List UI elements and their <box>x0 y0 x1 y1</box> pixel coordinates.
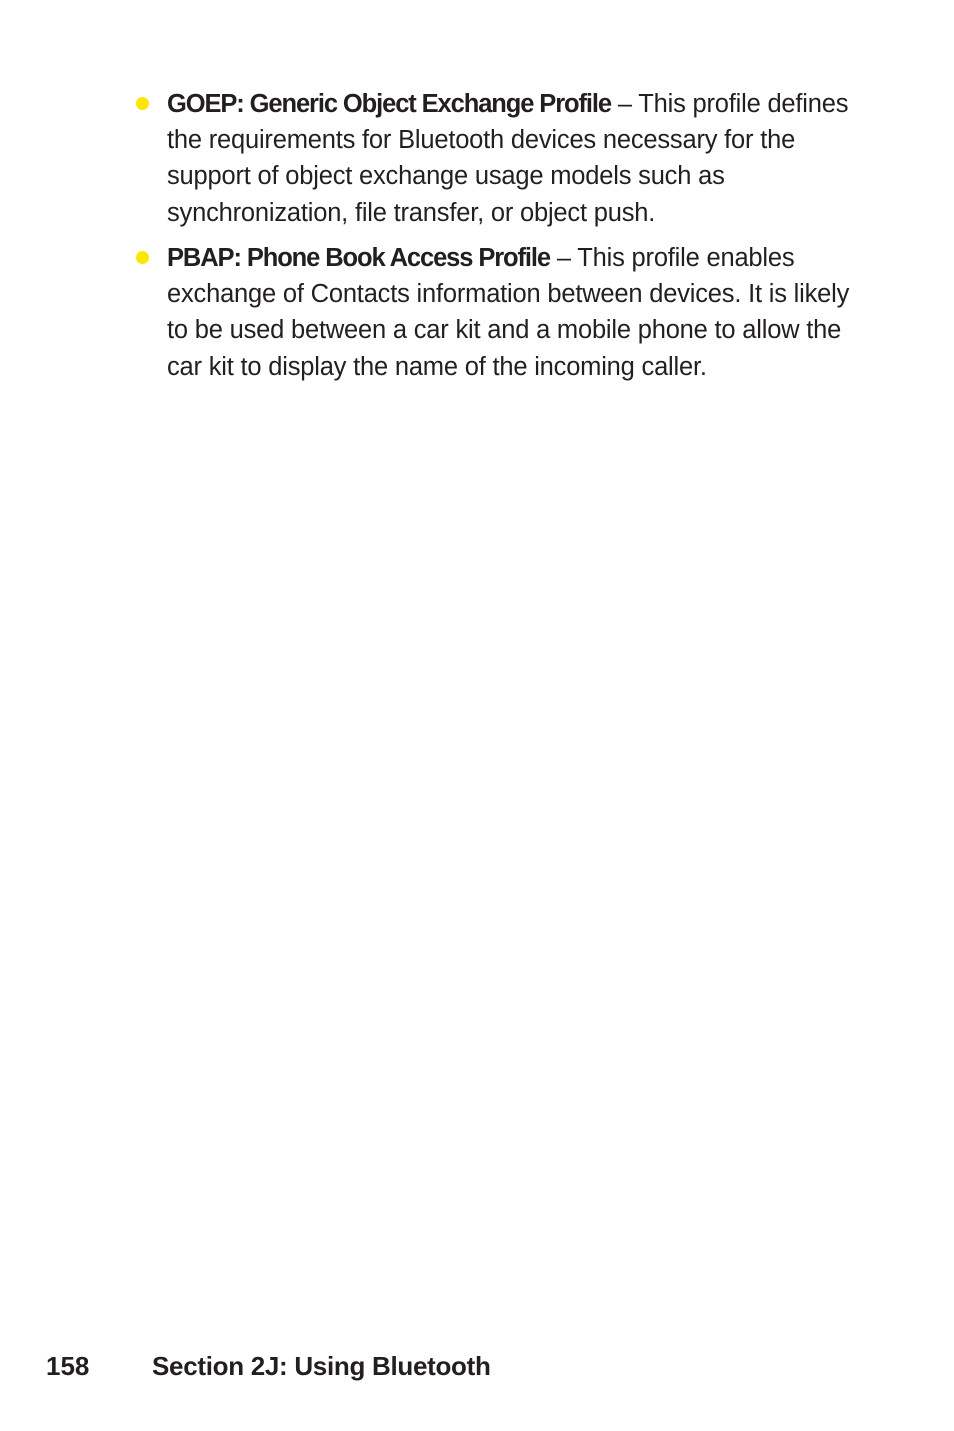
bullet-term: GOEP: Generic Object Exchange Profile <box>167 90 611 118</box>
bullet-text: This profile enables exchange of Contacts information between devices. It is likely to be used between a car kit and a mobile phone to allow the car kit to display the name of the incoming caller. <box>167 244 850 381</box>
bullet-dot <box>136 97 149 110</box>
bullet-item-pbap <box>167 240 867 385</box>
bullet-separator: – <box>549 244 578 272</box>
bullet-separator: – <box>610 90 639 118</box>
bullet-item-goep <box>167 86 867 231</box>
bullet-dot <box>136 251 149 264</box>
section-title: Section 2J: Using Bluetooth <box>152 1351 491 1381</box>
bullet-text: This profile defines the requirements for Bluetooth devices necessary for the support of object exchange usage models such as synchronization, file transfer, or object push. <box>167 90 849 227</box>
page-number: 158 <box>46 1351 90 1381</box>
page-footer <box>0 1346 954 1386</box>
bullet-term: PBAP: Phone Book Access Profile <box>167 244 550 272</box>
